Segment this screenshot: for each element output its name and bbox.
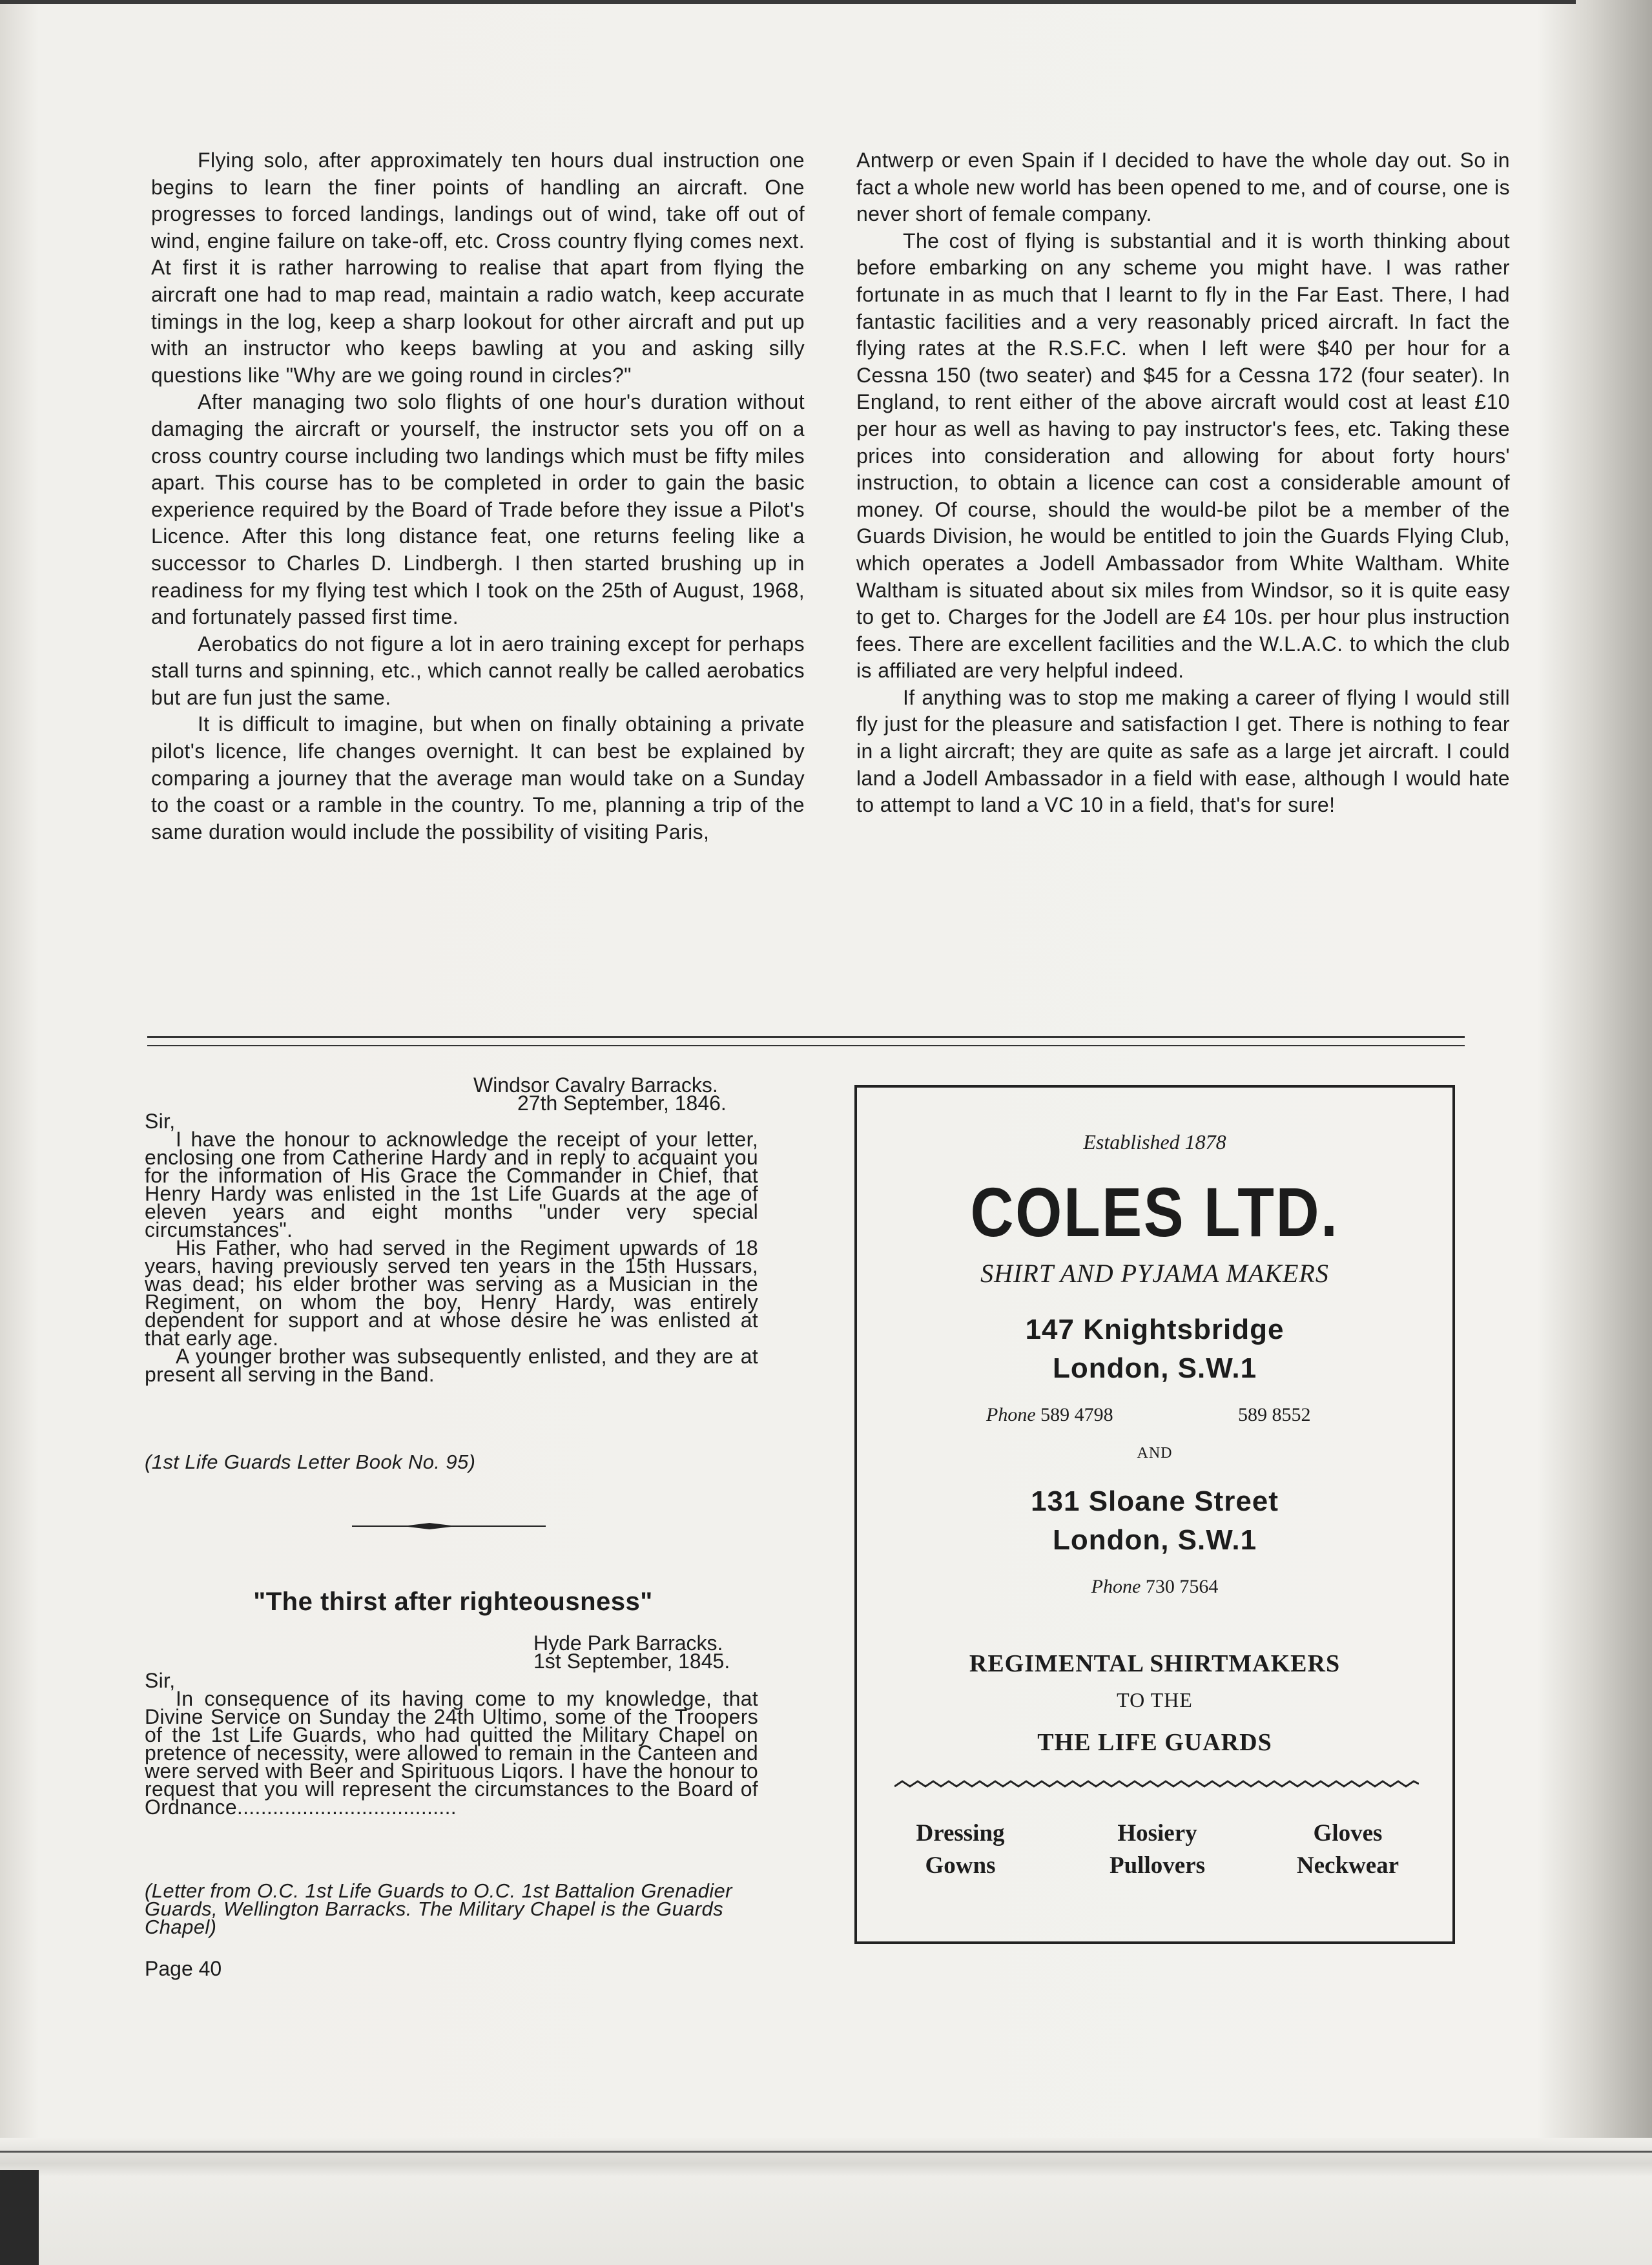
page-bottom-line <box>0 2151 1652 2153</box>
letter1-date: 27th September, 1846. <box>517 1091 727 1115</box>
article-paragraph: After managing two solo flights of one hour's duration without damaging the aircraft or yourself, the instructor sets you off on a cross country course including two landings which must be fifty miles apart. This course has to be completed in order to gain the basic experience required by the Board of Trade before they issue a Pilot's Licence. After this long distance feat, one returns feeling like a successor to Charles D. Lindbergh. I then started brushing up in readiness for my flying test which I took on the 25th of August, 1968, and fortunately passed first time. <box>151 390 805 629</box>
letter1-paragraph: A younger brother was subsequently enlisted, and they are at present all serving in the Band. <box>145 1345 758 1386</box>
phone1a <box>986 1404 1113 1426</box>
letter1-paragraph: His Father, who had served in the Regiment upwards of 18 years, having previously served ten years in the 15th Hussars, was dead; his elder brother was serving as a Musician in the Regiment, on whom the boy, Henry Hardy, was entirely dependent for support and at whose desire he was enlisted at that early age. <box>145 1236 758 1350</box>
ornament-divider <box>352 1522 546 1531</box>
letter1-salutation: Sir, <box>145 1110 176 1133</box>
regimental-shirtmakers: REGIMENTAL SHIRTMAKERS <box>969 1650 1341 1677</box>
article-paragraph: Antwerp or even Spain if I decided to have the whole day out. So in fact a whole new world has been opened to me, and of course, one is never short of female company. <box>856 149 1510 226</box>
company-name: COLES LTD. <box>970 1173 1339 1251</box>
section-divider <box>147 1036 1465 1038</box>
article-paragraph: If anything was to stop me making a career of flying I would still fly just for the pleasure and satisfaction I get. There is nothing to fear in a light aircraft; they are quite as safe as a large jet aircraft. I could land a Jodell Ambassador in a field with ease, although I would hate to attempt to land a VC 10 in a field, that's for sure! <box>856 685 1510 817</box>
letter1-paragraph: I have the honour to acknowledge the receipt of your letter, enclosing one from Catherine Hardy and in reply to acquaint you for the information of His Grace the Commander in Chief, that Henry Hardy was enlisted in the 1st Life Guards at the age of eleven years and eight months "under very special circumstances". <box>145 1128 758 1241</box>
address1-street: 147 Knightsbridge <box>1025 1314 1285 1345</box>
page-top-edge <box>0 0 1576 4</box>
address1-city: London, S.W.1 <box>1052 1352 1257 1384</box>
article-paragraph: Aerobatics do not figure a lot in aero training except for perhaps stall turns and spinning, etc., which cannot really be called aerobatics but are fun just the same. <box>151 632 805 709</box>
product-gloves-neckwear <box>1264 1817 1432 1882</box>
product-line: Gloves <box>1313 1820 1383 1846</box>
letter2-salutation: Sir, <box>145 1669 176 1692</box>
letter2-body <box>145 1669 758 1819</box>
product-line: Hosiery <box>1117 1820 1197 1846</box>
article-column-left <box>151 147 805 845</box>
phone-label: Phone <box>1091 1576 1141 1597</box>
phone-number: 730 7564 <box>1145 1576 1219 1597</box>
letter1-body <box>145 1110 758 1386</box>
letter2-date: 1st September, 1845. <box>533 1650 730 1673</box>
trade-description: SHIRT AND PYJAMA MAKERS <box>980 1259 1329 1288</box>
page-binding-edge <box>0 2170 39 2265</box>
letter2-paragraph: In consequence of its having come to my knowledge, that Divine Service on Sunday the 24th Ultimo, some of the Troopers of the 1st Life Guards, who had quitted the Military Chapel on pretence of necessity, were allowed to remain in the Canteen and were served with Beer and Spirituous Liqors. I have the honour to request that you will represent the circumstances to the Board of Ordnance..................................... <box>145 1687 758 1819</box>
to-the: TO THE <box>1117 1688 1193 1712</box>
product-line: Dressing <box>916 1820 1005 1846</box>
phone2 <box>857 1576 1452 1598</box>
product-line: Pullovers <box>1110 1852 1205 1879</box>
address2-city: London, S.W.1 <box>1052 1524 1257 1556</box>
product-line: Neckwear <box>1296 1852 1399 1879</box>
letter1-source: (1st Life Guards Letter Book No. 95) <box>145 1451 476 1473</box>
article-paragraph: The cost of flying is substantial and it is worth thinking about before embarking on any scheme you might have. I was rather fortunate in as much that I learnt to fly in the Far East. There, I had fantastic facilities and a very reasonably priced aircraft. In fact the flying rates at the R.S.F.C. when I left were $40 per hour for a Cessna 150 (two seater) and $45 for a Cessna 172 (four seater). In England, to rent either of the above aircraft would cost at least £10 per hour as well as having to pay instructor's fees, etc. Taking these prices into consideration and allowing for about forty hours' instruction, to obtain a licence can cost a considerable amount of money. Of course, should the would-be pilot be a member of the Guards Division, he would be entitled to join the Guards Flying Club, which operates a Jodell Ambassador from White Waltham. White Waltham is situated about six miles from Windsor, so it is quite easy to get to. Charges for the Jodell are £4 10s. per hour plus instruction fees. There are excellent facilities and the W.L.A.C. to which the club is affiliated are very helpful indeed. <box>856 229 1510 683</box>
page-bottom-edge <box>0 2138 1652 2265</box>
product-line: Gowns <box>925 1852 996 1879</box>
phone1b <box>1238 1404 1311 1426</box>
letter1-address: Windsor Cavalry Barracks. <box>473 1073 718 1097</box>
zigzag-divider <box>894 1779 1419 1789</box>
address2-street: 131 Sloane Street <box>1031 1485 1279 1517</box>
and-separator: AND <box>1137 1445 1173 1462</box>
the-life-guards: THE LIFE GUARDS <box>1037 1729 1272 1756</box>
article-paragraph: Flying solo, after approximately ten hours dual instruction one begins to learn the finer points of handling an aircraft. One progresses to forced landings, landings out of wind, take off out of wind, engine failure on take-off, etc. Cross country flying comes next. At first it is rather harrowing to realise that apart from flying the aircraft one had to map read, maintain a radio watch, keep accurate timings in the log, keep a sharp lookout for other aircraft and put up with an instructor who keeps bawling at you and asking silly questions like "Why are we going round in circles?" <box>151 149 805 387</box>
established-year: Established 1878 <box>1083 1130 1226 1153</box>
article-column-right <box>856 147 1510 819</box>
letter2-title: "The thirst after righteousness" <box>253 1588 653 1616</box>
phone-number: 589 4798 <box>1040 1404 1113 1425</box>
coles-advertisement <box>854 1085 1455 1944</box>
phone-number: 589 8552 <box>1238 1404 1311 1425</box>
page-number: Page 40 <box>145 1957 222 1980</box>
phone-label: Phone <box>986 1404 1036 1425</box>
product-dressing-gowns <box>876 1817 1044 1882</box>
section-divider <box>147 1045 1465 1046</box>
article-paragraph: It is difficult to imagine, but when on finally obtaining a private pilot's licence, life changes overnight. It can best be explained by comparing a journey that the average man would take on a Sunday to the coast or a ramble in the country. To me, planning a trip of the same duration would include the possibility of visiting Paris, <box>151 712 805 843</box>
product-hosiery-pullovers <box>1073 1817 1241 1882</box>
letter2-address: Hyde Park Barracks. <box>533 1631 723 1655</box>
letter2-source: (Letter from O.C. 1st Life Guards to O.C. 1st Battalion Grenadier Guards, Wellington Barracks. The Military Chapel is the Guards Chapel) <box>145 1879 732 1938</box>
